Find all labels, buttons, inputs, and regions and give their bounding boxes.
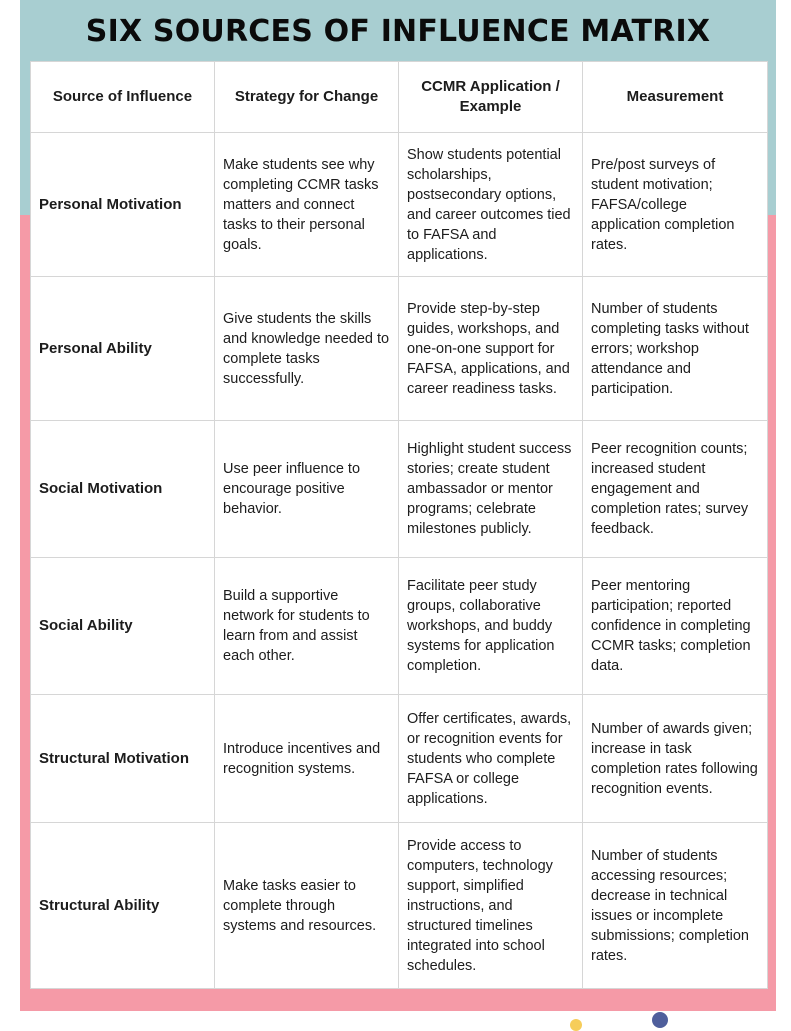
row-source: Structural Motivation xyxy=(31,695,215,823)
header-strategy: Strategy for Change xyxy=(215,62,399,133)
row-strategy: Introduce incentives and recognition systems. xyxy=(215,695,399,823)
table-row xyxy=(31,421,768,558)
row-application: Provide access to computers, technology support, simplified instructions, and structured timelines integrated into school schedules. xyxy=(399,823,583,989)
influence-matrix-table xyxy=(30,61,768,989)
row-measurement: Peer mentoring participation; reported confidence in completing CCMR tasks; completion data. xyxy=(583,558,768,695)
row-application: Offer certificates, awards, or recognition events for students who complete FAFSA or college applications. xyxy=(399,695,583,823)
row-strategy: Give students the skills and knowledge needed to complete tasks successfully. xyxy=(215,277,399,421)
row-source: Structural Ability xyxy=(31,823,215,989)
row-measurement: Number of students accessing resources; decrease in technical issues or incomplete submissions; completion rates. xyxy=(583,823,768,989)
row-strategy: Make tasks easier to complete through systems and resources. xyxy=(215,823,399,989)
row-measurement: Number of students completing tasks without errors; workshop attendance and participation. xyxy=(583,277,768,421)
decorative-yellow-dot xyxy=(570,1019,582,1031)
row-strategy: Use peer influence to encourage positive behavior. xyxy=(215,421,399,558)
table-row xyxy=(31,558,768,695)
header-application: CCMR Application / Example xyxy=(399,62,583,133)
row-application: Highlight student success stories; create student ambassador or mentor programs; celebrate milestones publicly. xyxy=(399,421,583,558)
decorative-blue-dot xyxy=(652,1012,668,1028)
page-title: SIX SOURCES OF INFLUENCE MATRIX xyxy=(85,14,711,49)
table-row xyxy=(31,133,768,277)
table-row xyxy=(31,823,768,989)
row-source: Personal Motivation xyxy=(31,133,215,277)
table-row xyxy=(31,695,768,823)
table-row xyxy=(31,277,768,421)
row-strategy: Make students see why completing CCMR tasks matters and connect tasks to their personal goals. xyxy=(215,133,399,277)
header-measurement: Measurement xyxy=(583,62,768,133)
row-source: Social Motivation xyxy=(31,421,215,558)
row-application: Show students potential scholarships, postsecondary options, and career outcomes tied to FAFSA and applications. xyxy=(399,133,583,277)
row-application: Facilitate peer study groups, collaborative workshops, and buddy systems for application completion. xyxy=(399,558,583,695)
header-source: Source of Influence xyxy=(31,62,215,133)
row-application: Provide step-by-step guides, workshops, and one-on-one support for FAFSA, applications, and career readiness tasks. xyxy=(399,277,583,421)
row-source: Social Ability xyxy=(31,558,215,695)
row-measurement: Number of awards given; increase in task completion rates following recognition events. xyxy=(583,695,768,823)
row-strategy: Build a supportive network for students to learn from and assist each other. xyxy=(215,558,399,695)
row-measurement: Peer recognition counts; increased student engagement and completion rates; survey feedback. xyxy=(583,421,768,558)
header-row xyxy=(31,62,768,133)
row-measurement: Pre/post surveys of student motivation; FAFSA/college application completion rates. xyxy=(583,133,768,277)
row-source: Personal Ability xyxy=(31,277,215,421)
